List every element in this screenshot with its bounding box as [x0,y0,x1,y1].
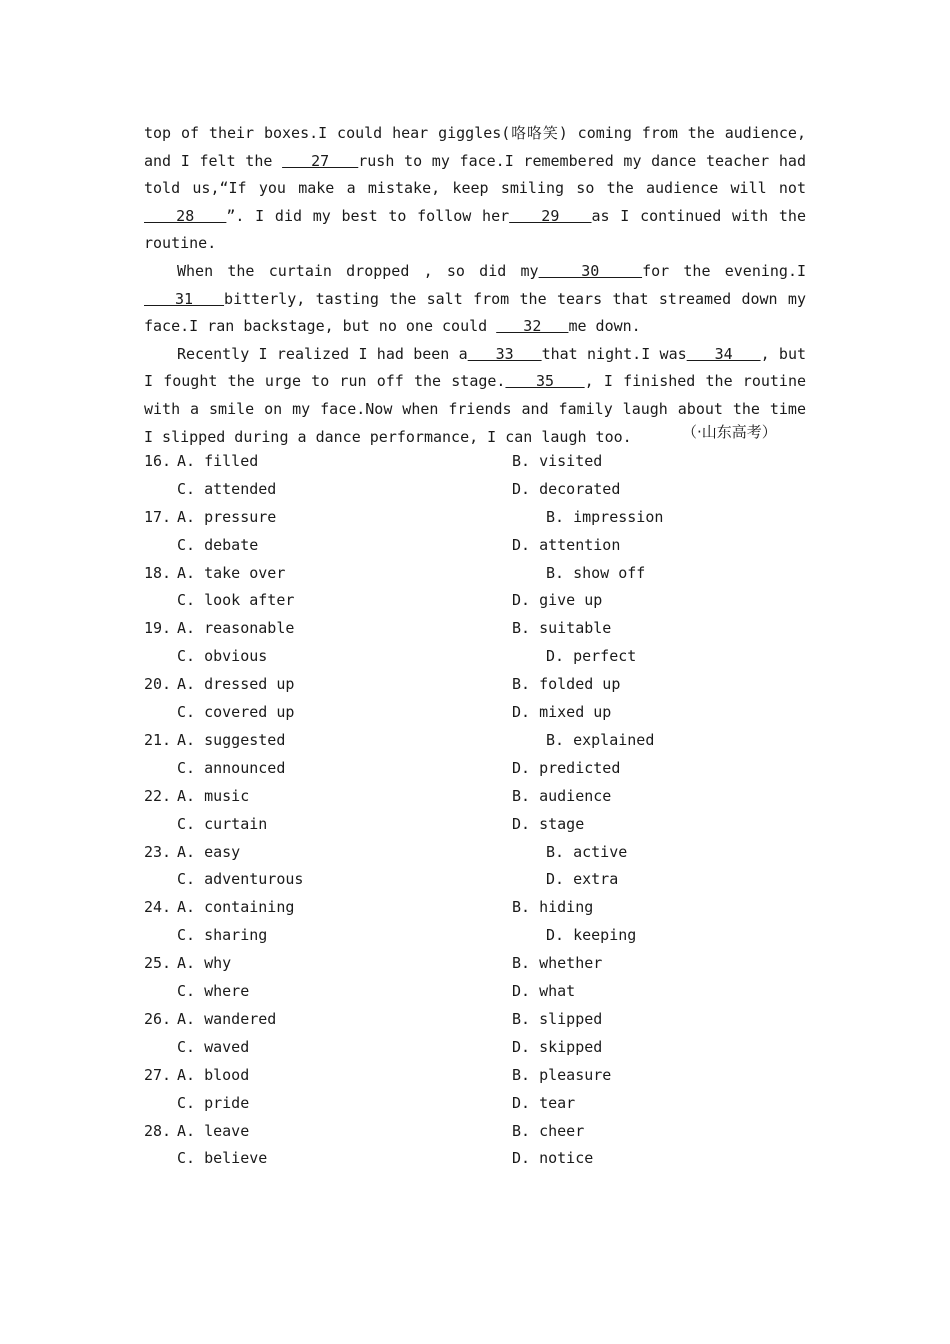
option-c: C. believe [177,1149,268,1168]
option-d: D. predicted [512,758,621,777]
option-d: D. decorated [512,479,621,498]
blank-30: 30 [538,261,643,280]
option-b: B. cheer [512,1121,585,1140]
blank-31: 31 [144,289,225,308]
option-b: B. folded up [512,675,621,694]
blank-34: 34 [686,344,761,363]
question-number: 22. [144,786,172,805]
option-b: B. active [546,842,628,861]
passage-text: ) coming from the audience, and I felt the [144,124,806,170]
option-a: A. take over [177,563,286,582]
option-d: D. what [512,982,576,1001]
question-number: 27. [144,1065,172,1084]
passage-paragraph-1 [144,120,806,258]
question-20 [144,670,806,726]
option-b: B. visited [512,452,603,470]
option-a: A. easy [177,842,241,861]
option-d: D. attention [512,535,621,554]
blank-35: 35 [505,372,585,391]
question-26 [144,1005,806,1061]
passage-text: rush to my face.I remembered my dance teacher had told us,“If you make a mistake, keep smiling so the audience will not [144,151,806,198]
question-21 [144,726,806,782]
option-d: D. keeping [546,926,637,945]
question-number: 19. [144,619,172,638]
option-b: B. whether [512,954,603,973]
question-number: 25. [144,954,172,973]
passage-text: as I continued with the routine. [144,206,806,253]
passage-text: that night.I was [541,344,687,363]
option-a: A. leave [177,1121,250,1140]
blank-32: 32 [496,317,569,336]
question-number: 28. [144,1121,172,1140]
option-c: C. pride [177,1093,250,1112]
question-16 [144,447,806,503]
question-number: 24. [144,898,172,917]
passage-text: bitterly, tasting the salt from the tears that streamed down my face.I ran backstage, but no one could [144,289,806,336]
option-c: C. where [177,982,250,1001]
option-d: D. notice [512,1149,594,1168]
option-d: D. skipped [512,1037,603,1056]
option-d: D. give up [512,591,603,610]
option-b: B. audience [512,786,612,805]
option-c: C. announced [177,758,286,777]
option-d: D. extra [546,870,619,889]
option-a: A. reasonable [177,619,295,638]
option-a: A. filled [177,452,259,470]
option-a: A. blood [177,1065,250,1084]
option-b: B. impression [546,507,664,526]
source-label: （·山东高考） [682,423,777,441]
question-number: 26. [144,1009,172,1028]
question-22 [144,782,806,838]
option-b: B. show off [546,563,646,582]
option-c: C. waved [177,1037,250,1056]
option-b: B. pleasure [512,1065,612,1084]
question-number: 18. [144,563,172,582]
blank-33: 33 [467,344,542,363]
option-c: C. debate [177,535,259,554]
blank-29: 29 [509,206,592,225]
option-b: B. slipped [512,1009,603,1028]
option-c: C. covered up [177,703,295,722]
question-number: 16. [144,452,172,470]
option-a: A. suggested [177,730,286,749]
question-25 [144,949,806,1005]
question-23 [144,838,806,894]
question-number: 20. [144,675,172,694]
option-c: C. attended [177,479,277,498]
passage-text: top of their boxes.I could hear giggles( [144,124,511,142]
passage-text: When the curtain dropped , so did my [177,261,539,280]
blank-28: 28 [144,206,227,225]
question-19 [144,614,806,670]
option-b: B. hiding [512,898,594,917]
passage [144,120,806,451]
question-number: 21. [144,730,172,749]
option-d: D. tear [512,1093,576,1112]
passage-text: ”. I did my best to follow her [226,206,510,225]
passage-paragraph-2 [144,258,806,341]
option-a: A. dressed up [177,675,295,694]
option-c: C. obvious [177,647,268,666]
option-a: A. music [177,786,250,805]
passage-text: , but I fought the urge to run off the stage. [144,344,807,391]
option-a: A. pressure [177,507,277,526]
option-a: A. containing [177,898,295,917]
question-17 [144,503,806,559]
option-b: B. explained [546,730,655,749]
option-d: D. mixed up [512,703,612,722]
question-18 [144,559,806,615]
question-number: 23. [144,842,172,861]
option-a: A. wandered [177,1009,277,1028]
option-c: C. curtain [177,814,268,833]
option-c: C. sharing [177,926,268,945]
option-d: D. perfect [546,647,637,666]
passage-text: me down. [568,317,641,336]
passage-gloss: 咯咯笑 [510,124,559,142]
question-28 [144,1117,806,1173]
question-24 [144,893,806,949]
option-b: B. suitable [512,619,612,638]
blank-27: 27 [282,151,359,170]
option-a: A. why [177,954,232,973]
passage-text: Recently I realized I had been a [177,344,468,363]
question-number: 17. [144,507,172,526]
question-27 [144,1061,806,1117]
options-list [144,447,806,1172]
option-c: C. look after [177,591,295,610]
option-d: D. stage [512,814,585,833]
passage-text: for the evening.I [642,261,807,280]
passage-text: , I finished the routine with a smile on my face.Now when friends and family laugh about the time I slipped during a dance performance, I can laugh too. [144,372,807,446]
option-c: C. adventurous [177,870,304,889]
